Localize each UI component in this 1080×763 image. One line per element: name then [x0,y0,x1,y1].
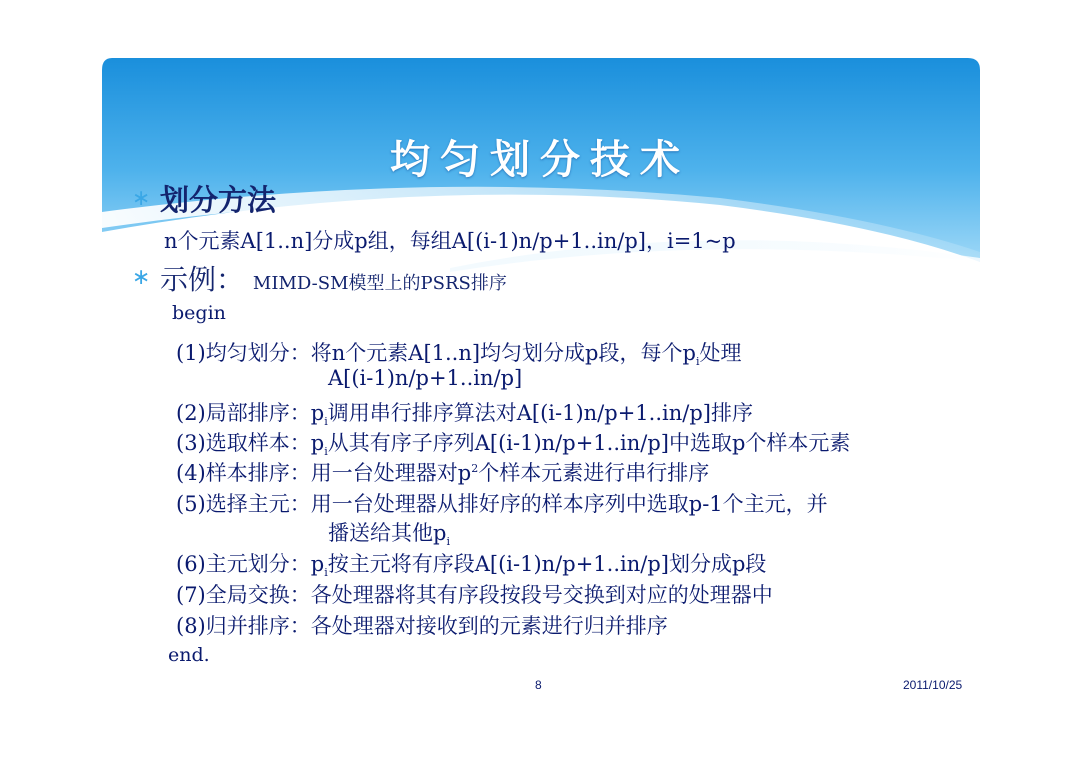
example-label: 示例： [160,263,245,296]
bullet-icon: ∗ [132,265,151,290]
step-text: 用一台处理器对p [310,461,472,485]
step-6 [176,548,766,579]
step-text: 各处理器对接收到的元素进行归并排序 [310,614,668,638]
step-text: 调用串行排序算法对A[(i-1)n/p+1..in/p]排序 [327,401,753,425]
step-label: (1)均匀划分： [176,341,311,365]
step-pre: p [310,401,325,425]
step-tail: 处理 [699,341,742,365]
step-1-continuation: A[(i-1)n/p+1..in/p] [328,366,523,390]
bullet-icon: ∗ [132,186,151,211]
step-pre: p [310,431,325,455]
step-text: 用一台处理器从排好序的样本序列中选取p-1个主元，并 [310,492,828,516]
step-text: 从其有序子序列A[(i-1)n/p+1..in/p]中选取p个样本元素 [327,431,851,455]
slide-title: 均匀划分技术 [390,136,690,183]
example-subtitle: MIMD-SM模型上的PSRS排序 [252,273,507,294]
step-5-continuation [328,517,450,548]
step-label: (8)归并排序： [176,614,311,638]
step-label: (6)主元划分： [176,552,311,576]
step-sub: i [324,415,328,429]
step-cont: 播送给其他p [328,521,447,545]
step-7 [176,579,773,609]
step-sub: i [446,535,450,549]
step-label: (5)选择主元： [176,492,311,516]
step-sub: i [695,355,700,369]
section-heading-method: 划分方法 [160,183,277,217]
code-end: end. [168,644,210,666]
step-3 [176,427,850,458]
step-2 [176,397,753,428]
step-label: (4)样本排序： [176,461,311,485]
step-label: (2)局部排序： [176,401,311,425]
step-sub: i [324,566,328,580]
footer-date: 2011/10/25 [903,678,963,692]
method-text: n个元素A[1..n]分成p组，每组A[(i-1)n/p+1..in/p]，i=1~p [164,229,736,253]
step-4 [176,457,709,487]
step-5 [176,488,828,518]
example-heading [160,258,507,298]
step-label: (7)全局交换： [176,583,311,607]
step-1 [176,337,741,368]
page-number: 8 [535,678,542,692]
step-sup: 2 [471,462,479,475]
step-text: 将n个元素A[1..n]均匀划分成p段，每个p [310,341,696,365]
step-tail: 个样本元素进行串行排序 [478,461,710,485]
step-8 [176,610,668,640]
step-sub: i [324,445,328,459]
step-pre: p [310,552,325,576]
code-begin: begin [172,302,226,324]
step-text: 各处理器将其有序段按段号交换到对应的处理器中 [310,583,773,607]
step-text: 按主元将有序段A[(i-1)n/p+1..in/p]划分成p段 [327,552,767,576]
step-label: (3)选取样本： [176,431,311,455]
